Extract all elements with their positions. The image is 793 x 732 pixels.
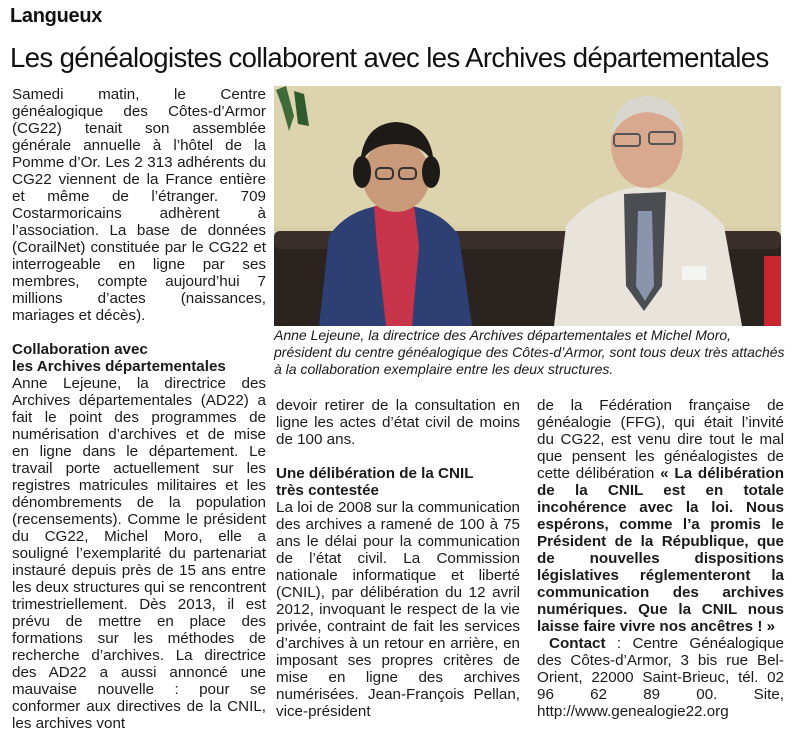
article-column-1 bbox=[12, 86, 266, 732]
contact-text: : Centre Généalogique des Côtes-d’Armor, 3 bis rue Bel-Orient, 22000 Saint-Brieuc, tél. 02 96 62 89 00. Site, http://www.genealogie22.org bbox=[537, 635, 784, 720]
contact-label: Contact bbox=[549, 635, 606, 652]
section-heading-line2: les Archives départementales bbox=[12, 358, 226, 375]
section-heading-line1: Collaboration avec bbox=[12, 341, 148, 358]
section-heading-line2: très contestée bbox=[276, 482, 379, 499]
location-kicker: Langueux bbox=[10, 5, 103, 27]
cnil-paragraph: La loi de 2008 sur la communication des archives a ramené de 100 à 75 ans le délai pour la communication de l’état civil. La Commission nationale informatique et liberté (CNIL), par délibération du 12 avril 2012, invoquant le respect de la vie privée, contraint de fait les services d’archives à un retour en arrière, en imposant ses propres critères de mise en ligne des archives numérisées. Jean-François Pellan, vice-président bbox=[276, 499, 520, 720]
intro-paragraph: Samedi matin, le Centre généalogique des Côtes-d’Armor (CG22) tenait son assemblée générale annuelle à l’hôtel de la Pomme d’Or. Les 2 313 adhérents du CG22 viennent de la France entière et même de l’étranger. 709 Costarmoricains adhèrent à l’association. La base de données (CorailNet) constituée par le CG22 et interrogeable en ligne par ses membres, compte aujourd’hui 7 millions d’actes (naissances, mariages et décès). bbox=[12, 86, 266, 324]
article-column-2 bbox=[276, 397, 520, 720]
contact-paragraph bbox=[537, 635, 784, 720]
collaboration-paragraph-continued: devoir retirer de la consultation en ligne les actes d’état civil de moins de 100 ans. bbox=[276, 397, 520, 448]
collaboration-paragraph: Anne Lejeune, la directrice des Archives départementales (AD22) a fait le point des programmes de numérisation d’archives et de mise en ligne dans le département. Le travail porte actuellement sur les registres matricules militaires et les dénombrements de la population (recensements). Comme le président du CG22, Michel Moro, elle a souligné l’exemplarité du partenariat instauré depuis près de 15 ans entre les deux structures qui se rencontrent trimestriellement. Dès 2013, il est prévu de mettre en place des formations sur les méthodes de recherche d’archives. La directrice des AD22 a aussi annoncé une mauvaise nouvelle : pour se conformer aux directives de la CNIL, les archives vont bbox=[12, 375, 266, 732]
cnil-paragraph-text: de la Fédération française de généalogie (FFG), qui était l’invité du CG22, est venu dire tout le mal que pensent les généalogistes de cette délibération bbox=[537, 397, 784, 482]
photo-illustration bbox=[274, 86, 781, 326]
section-heading-cnil bbox=[276, 465, 520, 499]
section-heading-line1: Une délibération de la CNIL bbox=[276, 465, 474, 482]
ffg-quote: « La délibération de la CNIL est en totale incohérence avec la loi. Nous espérons, comme l’a promis le Président de la République, que de nouvelles dispositions législatives réglementeront la communication des archives numériques. Que la CNIL nous laisse faire vivre nos ancêtres ! » bbox=[537, 465, 784, 635]
cnil-paragraph-continued bbox=[537, 397, 784, 635]
photo-caption: Anne Lejeune, la directrice des Archives départementales et Michel Moro, président du centre généalogique des Côtes-d’Armor, sont tous deux très attachés à la collaboration exemplaire entre les deux structures. bbox=[274, 327, 785, 377]
headline: Les généalogistes collaborent avec les Archives départementales bbox=[10, 42, 769, 73]
section-heading-collaboration bbox=[12, 341, 266, 375]
article-column-3 bbox=[537, 397, 784, 720]
article-photo bbox=[274, 86, 781, 326]
